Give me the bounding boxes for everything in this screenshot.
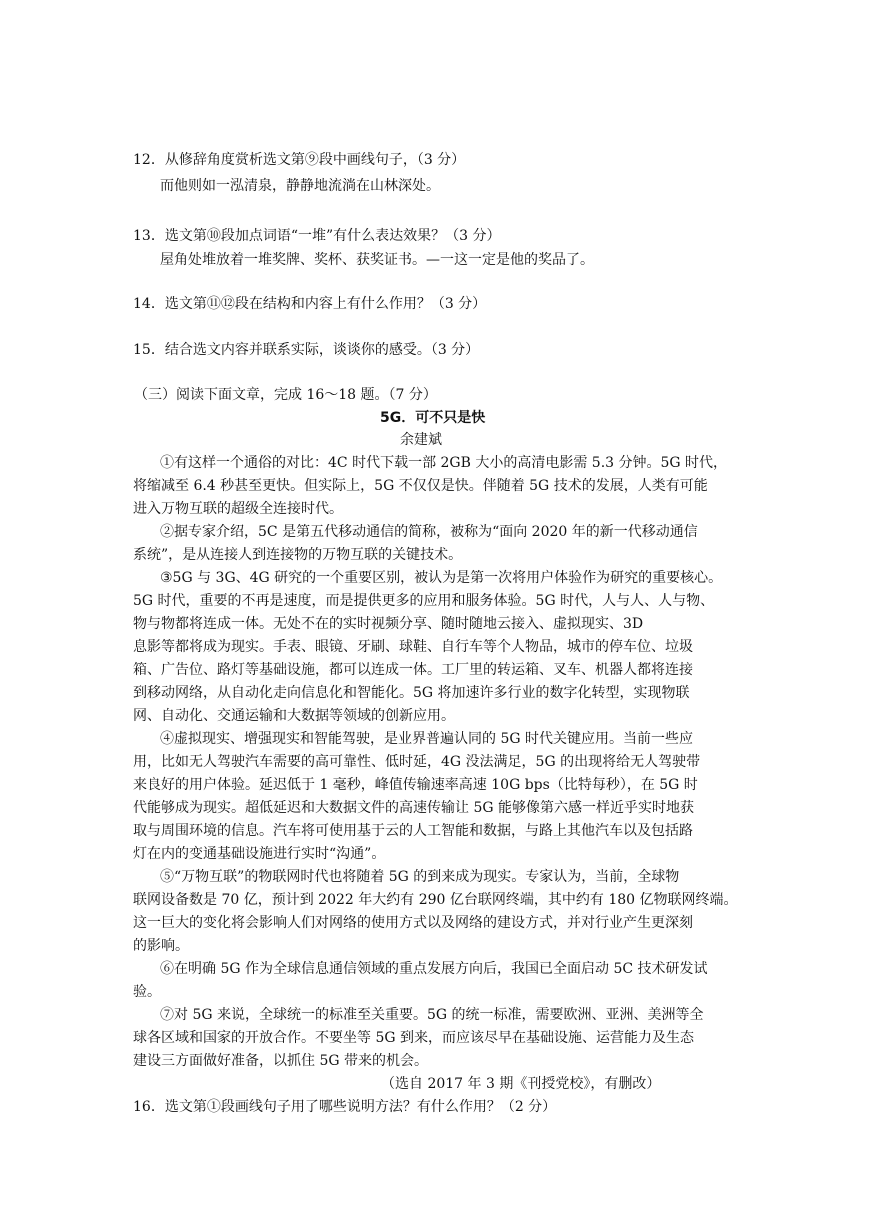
article-line: ③5G 与 3G、4G 研究的一个重要区别，被认为是第一次将用户体验作为研究的重要核心。 (160, 570, 723, 586)
question-14: 14．选文第⑪⑫段在结构和内容上有什么作用？（3 分） (133, 296, 487, 312)
question-12: 12．从修辞角度赏析选文第⑨段中画线句子，（3 分） (133, 152, 466, 168)
article-line: 验。 (133, 984, 161, 1000)
article-line: 箱、广告位、路灯等基础设施，都可以连成一体。工厂里的转运箱、叉车、机器人都将连接 (133, 662, 693, 678)
article-line: ②据专家介绍，5C 是第五代移动通信的简称，被称为“面向 2020 年的新一代移动通信 (160, 524, 698, 540)
article-line: 网、自动化、交通运输和大数据等领域的创新应用。 (133, 708, 455, 724)
article-line: 将缩减至 6.4 秒甚至更快。但实际上，5G 不仅仅是快。伴随着 5G 技术的发展，人类有可能 (133, 478, 708, 494)
article-line: ⑦对 5G 来说，全球统一的标准至关重要。5G 的统一标准，需要欧洲、亚洲、美洲等全 (160, 1007, 704, 1023)
article-line: 这一巨大的变化将会影响人们对网络的使用方式以及网络的建设方式，并对行业产生更深刻 (133, 915, 693, 931)
article-line: 联网设备数是 70 亿，预计到 2022 年大约有 290 亿台联网终端，其中约有 180 亿物联网终端。 (133, 892, 738, 908)
article-line: 球各区域和国家的开放合作。不要坐等 5G 到来，而应该尽早在基础设施、运营能力及生态 (133, 1030, 694, 1046)
article-line: ⑤“万物互联”的物联网时代也将随着 5G 的到来成为现实。专家认为，当前，全球物 (160, 869, 680, 885)
article-line: 建设三方面做好准备，以抓住 5G 带来的机会。 (133, 1053, 428, 1069)
article-line: 系统”，是从连接人到连接物的万物互联的关键技术。 (133, 547, 463, 563)
question-13-quote: 屋角处堆放着一堆奖牌、奖杯、获奖证书。—一这一定是他的奖品了。 (160, 252, 594, 268)
section-intro: （三）阅读下面文章，完成 16～18 题。（7 分） (134, 387, 437, 403)
article-source: （选自 2017 年 3 期《刊授党校》，有删改） (381, 1076, 661, 1092)
article-line: 取与周围环境的信息。汽车将可使用基于云的人工智能和数据，与路上其他汽车以及包括路 (133, 823, 693, 839)
question-15: 15．结合选文内容并联系实际，谈谈你的感受。（3 分） (133, 342, 480, 358)
article-author: 余建斌 (400, 432, 442, 448)
article-line: ④虚拟现实、增强现实和智能驾驶，是业界普遍认同的 5G 时代关键应用。当前一些应 (160, 731, 693, 747)
article-line: 灯在内的变通基础设施进行实时“沟通”。 (133, 846, 386, 862)
article-line: 来良好的用户体验。延迟低于 1 毫秒，峰值传输速率高速 10G bps（比特每秒），在 5G 时 (133, 777, 698, 793)
article-line: 的影响。 (133, 938, 189, 954)
article-line: 到移动网络，从自动化走向信息化和智能化。5G 将加速许多行业的数字化转型，实现物联 (133, 685, 690, 701)
article-line: ⑥在明确 5G 作为全球信息通信领域的重点发展方向后，我国已全面启动 5C 技术研发试 (160, 961, 708, 977)
article-line: 代能够成为现实。超低延迟和大数据文件的高速传输让 5G 能够像第六感一样近乎实时地获 (133, 800, 694, 816)
article-line: 物与物都将连成一体。无处不在的实时视频分享、随时随地云接入、虚拟现实、3D (133, 616, 644, 632)
article-line: 息影等都将成为现实。手表、眼镜、牙刷、球鞋、自行车等个人物品，城市的停车位、垃圾 (133, 639, 693, 655)
article-line: 进入万物互联的超级全连接时代。 (133, 501, 343, 517)
article-line: ①有这样一个通俗的对比：4C 时代下载一部 2GB 大小的高清电影需 5.3 分钟。5G 时代， (160, 455, 728, 471)
article-title: 5G．可不只是快 (380, 410, 486, 426)
article-line: 用，比如无人驾驶汽车需要的高可靠性、低时延，4G 没法满足，5G 的出现将给无人驾驶带 (133, 754, 701, 770)
question-16: 16．选文第①段画线句子用了哪些说明方法？有什么作用？（2 分） (133, 1099, 557, 1115)
question-12-quote: 而他则如一泓清泉，静静地流淌在山林深处。 (160, 178, 440, 194)
article-line: 5G 时代，重要的不再是速度，而是提供更多的应用和服务体验。5G 时代，人与人、人与物、 (133, 593, 715, 609)
question-13: 13．选文第⑩段加点词语“一堆”有什么表达效果？（3 分） (133, 228, 501, 244)
